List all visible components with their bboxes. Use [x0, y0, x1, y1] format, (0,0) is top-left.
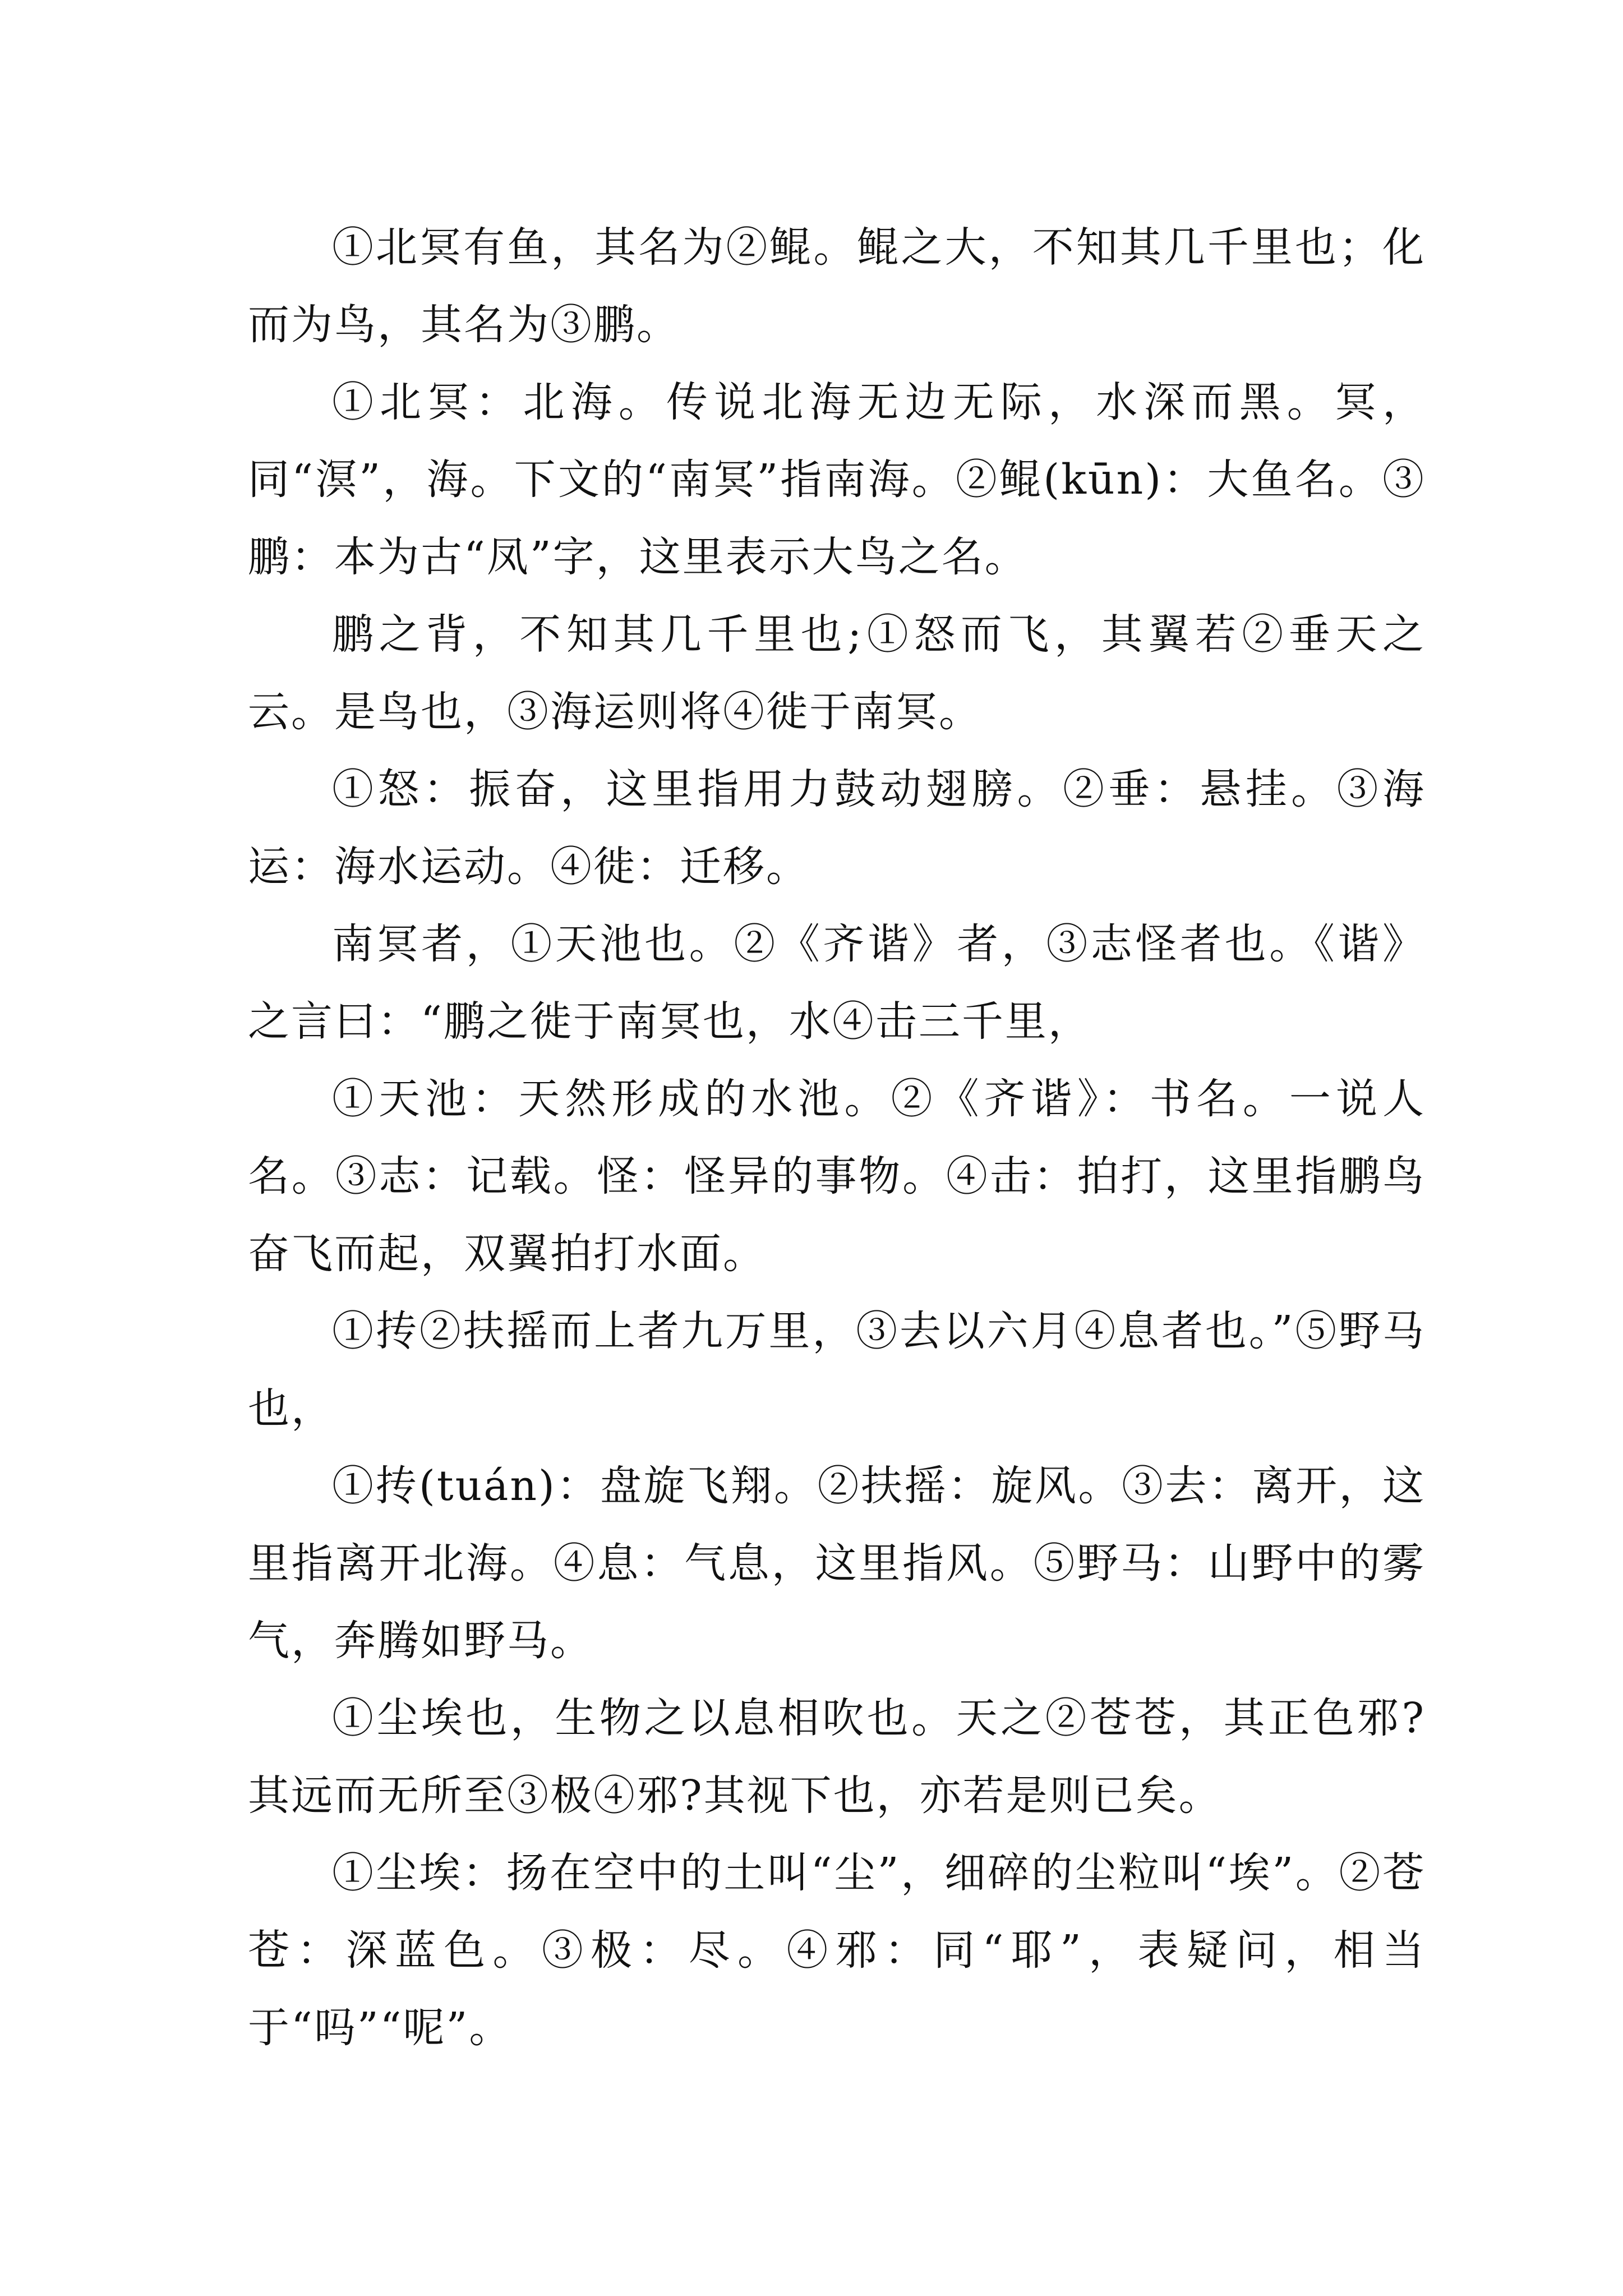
text-paragraph: 鹏之背，不知其几千里也;①怒而飞，其翼若②垂天之云。是鸟也，③海运则将④徙于南冥。 [248, 610, 1426, 736]
document-body [248, 209, 1426, 2067]
text-paragraph: ①北冥有鱼，其名为②鲲。鲲之大，不知其几千里也；化而为鸟，其名为③鹏。 [248, 223, 1426, 349]
text-paragraph: ①尘埃也，生物之以息相吹也。天之②苍苍，其正色邪?其远而无所至③极④邪?其视下也，亦若是则已矣。 [248, 1694, 1426, 1820]
annotation-paragraph: ①抟(tuán)：盘旋飞翔。②扶摇：旋风。③去：离开，这里指离开北海。④息：气息，这里指风。⑤野马：山野中的雾气，奔腾如野马。 [248, 1462, 1426, 1665]
annotation-paragraph: ①天池：天然形成的水池。②《齐谐》：书名。一说人名。③志：记载。怪：怪异的事物。④击：拍打，这里指鹏鸟奋飞而起，双翼拍打水面。 [248, 1075, 1426, 1278]
annotation-paragraph: ①尘埃：扬在空中的土叫“尘”，细碎的尘粒叫“埃”。②苍苍：深蓝色。③极：尽。④邪：同“耶”，表疑问，相当于“吗”“呢”。 [248, 1849, 1426, 2052]
text-paragraph: 南冥者，①天池也。②《齐谐》者，③志怪者也。《谐》之言曰：“鹏之徙于南冥也，水④击三千里， [248, 920, 1426, 1046]
annotation-paragraph: ①北冥：北海。传说北海无边无际，水深而黑。冥，同“溟”，海。下文的“南冥”指南海。②鲲(kūn)：大鱼名。③鹏：本为古“凤”字，这里表示大鸟之名。 [248, 378, 1426, 581]
annotation-paragraph: ①怒：振奋，这里指用力鼓动翅膀。②垂：悬挂。③海运：海水运动。④徙：迁移。 [248, 765, 1426, 891]
text-paragraph: ①抟②扶摇而上者九万里，③去以六月④息者也。”⑤野马也， [248, 1307, 1426, 1433]
